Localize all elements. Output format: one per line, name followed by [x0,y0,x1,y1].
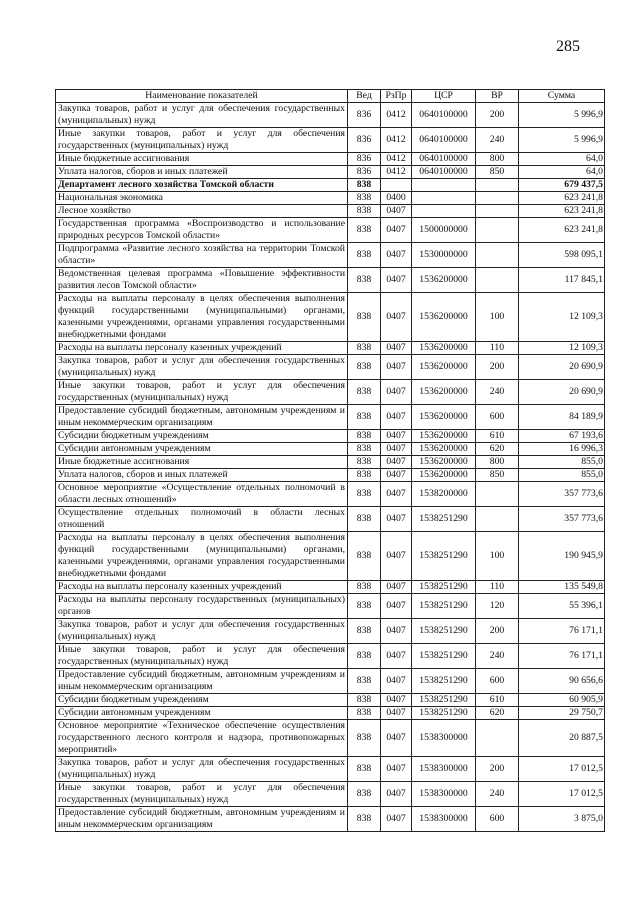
table-row [56,507,605,532]
table-row [56,619,605,644]
rzpr-code: 0407 [381,243,412,268]
csr-code: 1536200000 [412,380,476,405]
budget-table [55,89,605,832]
rzpr-code: 0412 [381,153,412,166]
rzpr-code: 0407 [381,594,412,619]
csr-code [412,205,476,218]
table-row [56,179,605,192]
table-row [56,594,605,619]
rzpr-code: 0407 [381,355,412,380]
amount: 3 875,0 [519,807,605,832]
csr-code: 1538251290 [412,707,476,720]
indicator-name: Расходы на выплаты персоналу казенных учреждений [56,342,348,355]
amount: 90 656,6 [519,669,605,694]
ved-code: 838 [348,720,381,757]
amount: 20 887,5 [519,720,605,757]
indicator-name: Субсидии автономным учреждениям [56,707,348,720]
table-row [56,430,605,443]
csr-code: 1538251290 [412,507,476,532]
amount: 29 750,7 [519,707,605,720]
ved-code: 838 [348,644,381,669]
vr-code [476,268,519,293]
vr-code: 110 [476,342,519,355]
indicator-name: Иные закупки товаров, работ и услуг для обеспечения государственных (муниципальных) нужд [56,128,348,153]
csr-code: 1536200000 [412,443,476,456]
vr-code: 600 [476,669,519,694]
csr-code: 1538251290 [412,581,476,594]
amount: 855,0 [519,456,605,469]
column-header: Вед [348,90,381,103]
table-header [56,90,605,103]
indicator-name: Субсидии бюджетным учреждениям [56,430,348,443]
amount: 679 437,5 [519,179,605,192]
table-row [56,807,605,832]
indicator-name: Предоставление субсидий бюджетным, автономным учреждениям и иным некоммерческим организациям [56,807,348,832]
ved-code: 838 [348,218,381,243]
csr-code: 1538251290 [412,644,476,669]
ved-code: 838 [348,205,381,218]
indicator-name: Закупка товаров, работ и услуг для обеспечения государственных (муниципальных) нужд [56,103,348,128]
indicator-name: Основное мероприятие «Осуществление отдельных полномочий в области лесных отношений» [56,482,348,507]
vr-code: 850 [476,469,519,482]
ved-code: 838 [348,532,381,581]
vr-code [476,218,519,243]
ved-code: 838 [348,694,381,707]
amount: 64,0 [519,166,605,179]
rzpr-code: 0407 [381,469,412,482]
rzpr-code: 0407 [381,293,412,342]
csr-code: 1538251290 [412,619,476,644]
amount: 60 905,9 [519,694,605,707]
indicator-name: Уплата налогов, сборов и иных платежей [56,469,348,482]
indicator-name: Национальная экономика [56,192,348,205]
rzpr-code: 0407 [381,218,412,243]
indicator-name: Расходы на выплаты персоналу государственных (муниципальных) органов [56,594,348,619]
vr-code: 100 [476,293,519,342]
amount: 623 241,8 [519,192,605,205]
amount: 12 109,3 [519,342,605,355]
table-row [56,153,605,166]
vr-code: 110 [476,581,519,594]
vr-code: 600 [476,807,519,832]
amount: 76 171,1 [519,644,605,669]
table-row [56,782,605,807]
ved-code: 838 [348,807,381,832]
vr-code: 800 [476,456,519,469]
rzpr-code: 0400 [381,192,412,205]
ved-code: 838 [348,482,381,507]
csr-code: 0640100000 [412,166,476,179]
indicator-name: Иные закупки товаров, работ и услуг для обеспечения государственных (муниципальных) нужд [56,380,348,405]
amount: 135 549,8 [519,581,605,594]
rzpr-code: 0407 [381,720,412,757]
rzpr-code: 0407 [381,380,412,405]
csr-code: 1536200000 [412,456,476,469]
vr-code: 120 [476,594,519,619]
vr-code: 850 [476,166,519,179]
rzpr-code: 0407 [381,405,412,430]
indicator-name: Основное мероприятие «Техническое обеспечение осуществления государственного лесного контроля и надзора, противопожарных мероприятий» [56,720,348,757]
indicator-name: Предоставление субсидий бюджетным, автономным учреждениям и иным некоммерческим организациям [56,669,348,694]
ved-code: 836 [348,103,381,128]
rzpr-code: 0407 [381,707,412,720]
ved-code: 838 [348,669,381,694]
rzpr-code: 0407 [381,644,412,669]
indicator-name: Закупка товаров, работ и услуг для обеспечения государственных (муниципальных) нужд [56,355,348,380]
indicator-name: Расходы на выплаты персоналу в целях обеспечения выполнения функций государственными (муниципальными) органами, казенными учреждениями, органами управления государственными внебюджетными фондами [56,293,348,342]
rzpr-code: 0407 [381,807,412,832]
csr-code: 1538251290 [412,694,476,707]
csr-code: 1536200000 [412,405,476,430]
amount: 55 396,1 [519,594,605,619]
table-row [56,128,605,153]
amount: 84 189,9 [519,405,605,430]
ved-code: 836 [348,128,381,153]
indicator-name: Осуществление отдельных полномочий в области лесных отношений [56,507,348,532]
ved-code: 838 [348,469,381,482]
amount: 357 773,6 [519,507,605,532]
column-header: РзПр [381,90,412,103]
vr-code [476,205,519,218]
vr-code: 240 [476,782,519,807]
amount: 17 012,5 [519,757,605,782]
vr-code [476,507,519,532]
ved-code: 838 [348,293,381,342]
csr-code: 0640100000 [412,103,476,128]
ved-code: 838 [348,507,381,532]
table-row [56,166,605,179]
vr-code [476,243,519,268]
ved-code: 838 [348,405,381,430]
indicator-name: Лесное хозяйство [56,205,348,218]
rzpr-code: 0407 [381,757,412,782]
vr-code: 610 [476,430,519,443]
csr-code: 1538300000 [412,720,476,757]
table-row [56,644,605,669]
vr-code: 620 [476,443,519,456]
amount: 64,0 [519,153,605,166]
rzpr-code: 0407 [381,782,412,807]
amount: 67 193,6 [519,430,605,443]
ved-code: 838 [348,757,381,782]
rzpr-code: 0407 [381,581,412,594]
ved-code: 838 [348,782,381,807]
vr-code: 800 [476,153,519,166]
table-row [56,757,605,782]
ved-code: 838 [348,355,381,380]
ved-code: 838 [348,342,381,355]
amount: 76 171,1 [519,619,605,644]
table-row [56,694,605,707]
indicator-name: Расходы на выплаты персоналу в целях обеспечения выполнения функций государственными (муниципальными) органами, казенными учреждениями, органами управления государственными внебюджетными фондами [56,532,348,581]
rzpr-code: 0407 [381,456,412,469]
csr-code: 1538200000 [412,482,476,507]
ved-code: 838 [348,179,381,192]
csr-code [412,179,476,192]
indicator-name: Подпрограмма «Развитие лесного хозяйства на территории Томской области» [56,243,348,268]
csr-code: 1536200000 [412,469,476,482]
indicator-name: Ведомственная целевая программа «Повышение эффективности развития лесов Томской области» [56,268,348,293]
indicator-name: Уплата налогов, сборов и иных платежей [56,166,348,179]
indicator-name: Иные закупки товаров, работ и услуг для обеспечения государственных (муниципальных) нужд [56,644,348,669]
indicator-name: Расходы на выплаты персоналу казенных учреждений [56,581,348,594]
page-number: 285 [556,38,580,55]
ved-code: 838 [348,619,381,644]
rzpr-code: 0407 [381,532,412,581]
rzpr-code: 0407 [381,268,412,293]
vr-code [476,482,519,507]
vr-code: 600 [476,405,519,430]
column-header: Наименование показателей [56,90,348,103]
amount: 623 241,8 [519,205,605,218]
vr-code [476,192,519,205]
ved-code: 838 [348,430,381,443]
rzpr-code: 0412 [381,103,412,128]
ved-code: 836 [348,153,381,166]
table-row [56,268,605,293]
table-row [56,342,605,355]
vr-code: 100 [476,532,519,581]
ved-code: 838 [348,192,381,205]
ved-code: 838 [348,594,381,619]
rzpr-code [381,179,412,192]
table-row [56,192,605,205]
csr-code: 1500000000 [412,218,476,243]
csr-code: 1538300000 [412,782,476,807]
ved-code: 838 [348,707,381,720]
vr-code: 240 [476,380,519,405]
table-row [56,532,605,581]
csr-code: 1538251290 [412,532,476,581]
ved-code: 838 [348,268,381,293]
vr-code: 200 [476,619,519,644]
table-row [56,669,605,694]
amount: 20 690,9 [519,355,605,380]
table-row [56,469,605,482]
vr-code: 240 [476,128,519,153]
csr-code: 1536200000 [412,430,476,443]
table-row [56,218,605,243]
rzpr-code: 0412 [381,166,412,179]
vr-code [476,720,519,757]
rzpr-code: 0407 [381,342,412,355]
indicator-name: Субсидии автономным учреждениям [56,443,348,456]
csr-code: 1538251290 [412,594,476,619]
indicator-name: Государственная программа «Воспроизводство и использование природных ресурсов Томской области» [56,218,348,243]
indicator-name: Закупка товаров, работ и услуг для обеспечения государственных (муниципальных) нужд [56,757,348,782]
table-row [56,380,605,405]
amount: 855,0 [519,469,605,482]
table-row [56,405,605,430]
indicator-name: Департамент лесного хозяйства Томской области [56,179,348,192]
table-row [56,720,605,757]
indicator-name: Иные закупки товаров, работ и услуг для обеспечения государственных (муниципальных) нужд [56,782,348,807]
rzpr-code: 0407 [381,669,412,694]
rzpr-code: 0407 [381,205,412,218]
vr-code [476,179,519,192]
table-row [56,243,605,268]
amount: 5 996,9 [519,128,605,153]
vr-code: 200 [476,757,519,782]
amount: 117 845,1 [519,268,605,293]
table-row [56,293,605,342]
amount: 598 095,1 [519,243,605,268]
ved-code: 838 [348,443,381,456]
ved-code: 838 [348,456,381,469]
csr-code: 1536200000 [412,355,476,380]
column-header: Сумма [519,90,605,103]
amount: 16 996,3 [519,443,605,456]
rzpr-code: 0407 [381,482,412,507]
column-header: ЦСР [412,90,476,103]
csr-code: 1538251290 [412,669,476,694]
amount: 623 241,8 [519,218,605,243]
table-row [56,205,605,218]
table-row [56,103,605,128]
ved-code: 838 [348,380,381,405]
amount: 12 109,3 [519,293,605,342]
csr-code [412,192,476,205]
table-row [56,581,605,594]
indicator-name: Закупка товаров, работ и услуг для обеспечения государственных (муниципальных) нужд [56,619,348,644]
amount: 5 996,9 [519,103,605,128]
rzpr-code: 0407 [381,619,412,644]
csr-code: 0640100000 [412,128,476,153]
rzpr-code: 0407 [381,430,412,443]
csr-code: 1530000000 [412,243,476,268]
indicator-name: Субсидии бюджетным учреждениям [56,694,348,707]
table-row [56,355,605,380]
csr-code: 0640100000 [412,153,476,166]
csr-code: 1536200000 [412,293,476,342]
ved-code: 838 [348,581,381,594]
rzpr-code: 0407 [381,694,412,707]
vr-code: 610 [476,694,519,707]
amount: 357 773,6 [519,482,605,507]
rzpr-code: 0407 [381,443,412,456]
csr-code: 1536200000 [412,342,476,355]
rzpr-code: 0412 [381,128,412,153]
csr-code: 1538300000 [412,757,476,782]
table-row [56,456,605,469]
vr-code: 240 [476,644,519,669]
amount: 17 012,5 [519,782,605,807]
csr-code: 1538300000 [412,807,476,832]
rzpr-code: 0407 [381,507,412,532]
amount: 190 945,9 [519,532,605,581]
vr-code: 620 [476,707,519,720]
indicator-name: Иные бюджетные ассигнования [56,153,348,166]
table-row [56,707,605,720]
csr-code: 1536200000 [412,268,476,293]
ved-code: 838 [348,243,381,268]
vr-code: 200 [476,103,519,128]
column-header: ВР [476,90,519,103]
table-row [56,443,605,456]
ved-code: 836 [348,166,381,179]
amount: 20 690,9 [519,380,605,405]
indicator-name: Иные бюджетные ассигнования [56,456,348,469]
table-row [56,482,605,507]
vr-code: 200 [476,355,519,380]
indicator-name: Предоставление субсидий бюджетным, автономным учреждениям и иным некоммерческим организациям [56,405,348,430]
